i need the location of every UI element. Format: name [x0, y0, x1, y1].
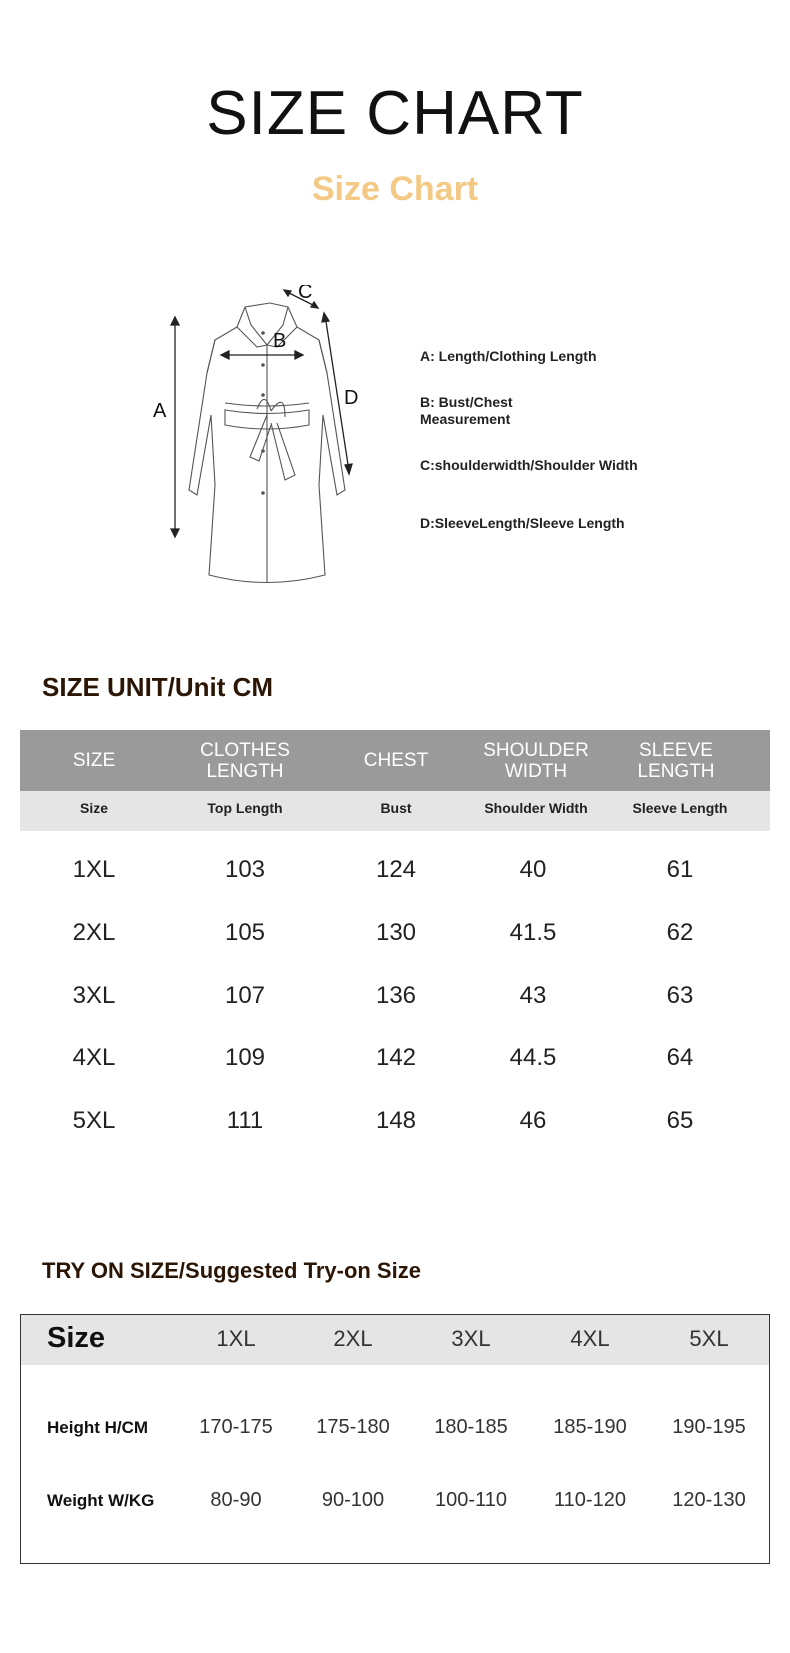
table-cell: 105	[224, 919, 266, 946]
table-cell: 43	[519, 982, 547, 1009]
table-cell: 111	[226, 1107, 264, 1134]
table-cell: 62	[666, 919, 694, 946]
col-sleeve-sub: Sleeve Length	[632, 800, 728, 816]
table-cell: 109	[224, 1044, 266, 1071]
col-chest-sub: Bust	[380, 800, 412, 816]
col-chest-header: CHEST	[363, 750, 429, 771]
height-label: Height H/CM	[47, 1418, 149, 1437]
col-sleeve-header: SLEEVE LENGTH	[637, 740, 715, 782]
col-size-sub: Size	[79, 800, 109, 816]
try-on-size-label: Size	[47, 1322, 106, 1354]
height-value: 175-180	[316, 1416, 390, 1438]
garment-diagram	[145, 285, 380, 585]
page-subtitle: Size Chart	[311, 170, 479, 208]
coat-outline	[189, 303, 345, 583]
table-cell: 63	[666, 982, 694, 1009]
try-on-size: 1XL	[216, 1326, 256, 1351]
height-value: 170-175	[199, 1416, 273, 1438]
label-c: C	[298, 285, 313, 303]
weight-value: 120-130	[672, 1489, 746, 1511]
size-unit-heading: SIZE UNIT/Unit CM	[42, 672, 274, 702]
legend-a: A: Length/Clothing Length	[420, 348, 597, 364]
table-cell: 41.5	[509, 919, 557, 946]
table-cell: 5XL	[72, 1107, 116, 1134]
col-shoulder-sub: Shoulder Width	[484, 800, 588, 816]
try-on-size: 4XL	[570, 1326, 610, 1351]
table-cell: 142	[375, 1044, 417, 1071]
height-value: 190-195	[672, 1416, 746, 1438]
height-value: 180-185	[434, 1416, 508, 1438]
weight-value: 100-110	[435, 1489, 507, 1511]
table-cell: 1XL	[72, 856, 116, 883]
table-cell: 3XL	[72, 982, 116, 1009]
page-title: SIZE CHART	[206, 79, 584, 148]
table-cell: 44.5	[509, 1044, 557, 1071]
table-cell: 107	[224, 982, 266, 1009]
table-cell: 136	[375, 982, 417, 1009]
label-a: A	[153, 400, 167, 422]
col-size-header: SIZE	[72, 750, 116, 771]
try-on-heading: TRY ON SIZE/Suggested Try-on Size	[42, 1258, 421, 1283]
legend-c: C:shoulderwidth/Shoulder Width	[420, 457, 638, 473]
weight-value: 80-90	[210, 1489, 262, 1511]
table-cell: 46	[519, 1107, 547, 1134]
label-d: D	[344, 387, 359, 409]
legend-b: B: Bust/Chest	[420, 394, 513, 410]
try-on-size: 3XL	[451, 1326, 491, 1351]
col-shoulder-header: SHOULDER WIDTH	[483, 740, 589, 782]
try-on-size: 5XL	[689, 1326, 729, 1351]
height-value: 185-190	[553, 1416, 627, 1438]
try-on-size: 2XL	[333, 1326, 373, 1351]
table-cell: 103	[224, 856, 266, 883]
table-cell: 65	[666, 1107, 694, 1134]
table-cell: 130	[375, 919, 417, 946]
table-cell: 2XL	[72, 919, 116, 946]
legend-b-continued: Measurement	[420, 411, 511, 427]
weight-label: Weight W/KG	[47, 1491, 155, 1510]
table-cell: 40	[519, 856, 547, 883]
weight-value: 90-100	[321, 1489, 385, 1511]
table-cell: 148	[375, 1107, 417, 1134]
col-length-sub: Top Length	[207, 800, 283, 816]
table-cell: 61	[666, 856, 694, 883]
table-cell: 4XL	[72, 1044, 116, 1071]
col-length-header: CLOTHES LENGTH	[200, 740, 290, 782]
try-on-table-header	[21, 1315, 769, 1365]
weight-value: 110-120	[554, 1489, 626, 1511]
table-cell: 64	[666, 1044, 694, 1071]
legend-d: D:SleeveLength/Sleeve Length	[420, 515, 625, 531]
label-b: B	[273, 330, 287, 352]
table-cell: 124	[375, 856, 417, 883]
